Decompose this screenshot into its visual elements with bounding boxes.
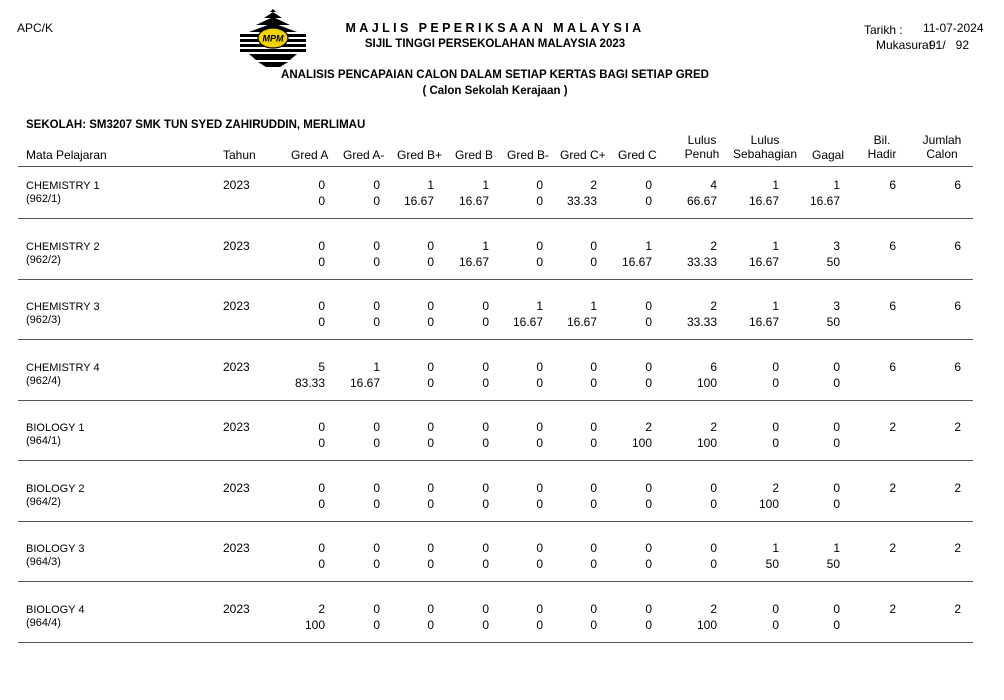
subject-code: (964/4) (26, 617, 61, 629)
year-cell: 2023 (223, 360, 250, 374)
percent-cell: 16.67 (403, 194, 434, 208)
count-cell: 0 (772, 602, 779, 616)
year-cell: 2023 (223, 602, 250, 616)
percent-cell: 0 (427, 436, 434, 450)
percent-cell: 16.67 (748, 194, 779, 208)
count-cell: 1 (536, 299, 543, 313)
count-cell: 0 (536, 541, 543, 555)
percent-cell: 16.67 (458, 255, 489, 269)
column-grade-c-plus: Gred C+ (560, 148, 606, 162)
subject-code: (964/1) (26, 435, 61, 447)
year-cell: 2023 (223, 541, 250, 555)
column-bil-hadir-line2: Hadir (867, 147, 897, 161)
percent-cell: 0 (373, 194, 380, 208)
percent-cell: 16.67 (512, 315, 543, 329)
column-lulus-sebahagian (727, 133, 803, 161)
year-cell: 2023 (223, 178, 250, 192)
hadir-cell: 6 (889, 299, 896, 313)
column-lulus-sebahagian-line1: Lulus (750, 133, 780, 147)
percent-cell: 0 (482, 497, 489, 511)
count-cell: 0 (427, 481, 434, 495)
percent-cell: 100 (758, 497, 779, 511)
percent-cell: 0 (590, 376, 597, 390)
row-divider (18, 642, 973, 643)
count-cell: 0 (590, 239, 597, 253)
percent-cell: 16.67 (748, 255, 779, 269)
count-cell: 0 (645, 360, 652, 374)
count-cell: 0 (645, 541, 652, 555)
subject-cell (26, 360, 100, 389)
document-code: APC/K (17, 21, 54, 35)
percent-cell: 0 (482, 315, 489, 329)
percent-cell: 0 (427, 557, 434, 571)
year-cell: 2023 (223, 239, 250, 253)
count-cell: 1 (772, 541, 779, 555)
count-cell: 0 (833, 420, 840, 434)
percent-cell: 50 (826, 557, 840, 571)
percent-cell: 0 (427, 315, 434, 329)
percent-cell: 0 (427, 618, 434, 632)
percent-cell: 50 (765, 557, 779, 571)
calon-cell: 6 (954, 299, 961, 313)
percent-cell: 16.67 (621, 255, 652, 269)
row-divider (18, 279, 973, 280)
calon-cell: 2 (954, 541, 961, 555)
percent-cell: 0 (373, 557, 380, 571)
row-divider (18, 521, 973, 522)
count-cell: 1 (590, 299, 597, 313)
date-value: 11-07-2024 (923, 21, 984, 35)
column-grade-a-minus: Gred A- (343, 148, 385, 162)
date-label: Tarikh : (864, 23, 903, 37)
column-grade-b-plus: Gred B+ (397, 148, 443, 162)
percent-cell: 0 (482, 557, 489, 571)
column-subject: Mata Pelajaran (26, 148, 107, 162)
count-cell: 0 (536, 178, 543, 192)
calon-cell: 6 (954, 360, 961, 374)
subject-cell (26, 239, 100, 268)
percent-cell: 0 (590, 255, 597, 269)
subject-cell (26, 541, 85, 570)
percent-cell: 0 (427, 376, 434, 390)
percent-cell: 0 (645, 497, 652, 511)
row-divider (18, 460, 973, 461)
svg-text:MPM: MPM (262, 33, 284, 44)
count-cell: 0 (833, 360, 840, 374)
column-jumlah-calon-line1: Jumlah (922, 133, 962, 147)
count-cell: 1 (772, 239, 779, 253)
count-cell: 0 (482, 481, 489, 495)
count-cell: 3 (833, 299, 840, 313)
percent-cell: 0 (536, 376, 543, 390)
count-cell: 2 (710, 602, 717, 616)
column-grade-c: Gred C (618, 148, 657, 162)
year-cell: 2023 (223, 420, 250, 434)
percent-cell: 0 (710, 557, 717, 571)
count-cell: 0 (373, 602, 380, 616)
percent-cell: 0 (590, 557, 597, 571)
count-cell: 0 (427, 299, 434, 313)
count-cell: 0 (318, 299, 325, 313)
count-cell: 0 (590, 602, 597, 616)
count-cell: 2 (318, 602, 325, 616)
hadir-cell: 6 (889, 360, 896, 374)
calon-cell: 6 (954, 178, 961, 192)
count-cell: 0 (536, 239, 543, 253)
column-lulus-penuh-line2: Penuh (684, 147, 720, 161)
percent-cell: 50 (826, 315, 840, 329)
percent-cell: 0 (536, 255, 543, 269)
count-cell: 4 (710, 178, 717, 192)
count-cell: 2 (645, 420, 652, 434)
subject-code: (964/2) (26, 496, 61, 508)
percent-cell: 0 (645, 194, 652, 208)
hadir-cell: 2 (889, 541, 896, 555)
count-cell: 0 (373, 239, 380, 253)
count-cell: 0 (318, 239, 325, 253)
subject-name: CHEMISTRY 4 (26, 362, 100, 374)
page-value: 91/ 92 (929, 38, 970, 52)
subject-name: CHEMISTRY 3 (26, 301, 100, 313)
percent-cell: 0 (833, 497, 840, 511)
percent-cell: 0 (373, 618, 380, 632)
subject-cell (26, 299, 100, 328)
percent-cell: 0 (833, 376, 840, 390)
column-bil-hadir (856, 133, 908, 161)
subject-name: BIOLOGY 4 (26, 604, 85, 616)
count-cell: 0 (373, 541, 380, 555)
percent-cell: 100 (304, 618, 325, 632)
percent-cell: 0 (482, 618, 489, 632)
percent-cell: 0 (373, 315, 380, 329)
hadir-cell: 2 (889, 420, 896, 434)
percent-cell: 16.67 (566, 315, 597, 329)
count-cell: 0 (373, 481, 380, 495)
percent-cell: 100 (696, 618, 717, 632)
count-cell: 0 (318, 481, 325, 495)
percent-cell: 0 (772, 376, 779, 390)
row-divider (18, 339, 973, 340)
count-cell: 0 (318, 420, 325, 434)
percent-cell: 0 (645, 557, 652, 571)
subject-code: (962/1) (26, 193, 61, 205)
count-cell: 1 (772, 299, 779, 313)
count-cell: 0 (710, 481, 717, 495)
percent-cell: 0 (427, 255, 434, 269)
header-rule (18, 166, 973, 167)
percent-cell: 0 (536, 436, 543, 450)
count-cell: 1 (482, 178, 489, 192)
hadir-cell: 6 (889, 178, 896, 192)
percent-cell: 0 (536, 618, 543, 632)
percent-cell: 0 (645, 315, 652, 329)
percent-cell: 50 (826, 255, 840, 269)
calon-cell: 2 (954, 420, 961, 434)
report-title: ANALISIS PENCAPAIAN CALON DALAM SETIAP KERTAS BAGI SETIAP GRED (281, 69, 709, 81)
count-cell: 0 (590, 481, 597, 495)
percent-cell: 0 (645, 376, 652, 390)
calon-cell: 6 (954, 239, 961, 253)
percent-cell: 33.33 (686, 255, 717, 269)
percent-cell: 0 (373, 436, 380, 450)
hadir-cell: 2 (889, 481, 896, 495)
count-cell: 0 (373, 420, 380, 434)
percent-cell: 0 (645, 618, 652, 632)
count-cell: 1 (772, 178, 779, 192)
percent-cell: 16.67 (748, 315, 779, 329)
percent-cell: 100 (696, 436, 717, 450)
count-cell: 2 (710, 420, 717, 434)
count-cell: 0 (833, 602, 840, 616)
count-cell: 0 (427, 239, 434, 253)
subject-code: (962/3) (26, 314, 61, 326)
subject-name: CHEMISTRY 2 (26, 241, 100, 253)
count-cell: 0 (536, 420, 543, 434)
subject-cell (26, 420, 85, 449)
count-cell: 0 (645, 602, 652, 616)
percent-cell: 83.33 (294, 376, 325, 390)
count-cell: 0 (772, 360, 779, 374)
count-cell: 0 (482, 420, 489, 434)
percent-cell: 0 (833, 436, 840, 450)
count-cell: 0 (710, 541, 717, 555)
row-divider (18, 218, 973, 219)
count-cell: 0 (373, 178, 380, 192)
count-cell: 1 (645, 239, 652, 253)
count-cell: 0 (482, 299, 489, 313)
percent-cell: 16.67 (349, 376, 380, 390)
count-cell: 2 (590, 178, 597, 192)
count-cell: 0 (590, 420, 597, 434)
count-cell: 0 (427, 420, 434, 434)
page-label: Mukasurat : (876, 38, 939, 52)
percent-cell: 100 (696, 376, 717, 390)
subject-code: (962/2) (26, 254, 61, 266)
count-cell: 0 (427, 360, 434, 374)
column-gagal: Gagal (812, 148, 845, 162)
count-cell: 6 (710, 360, 717, 374)
report-subtitle: ( Calon Sekolah Kerajaan ) (422, 85, 568, 97)
percent-cell: 0 (373, 497, 380, 511)
count-cell: 0 (427, 541, 434, 555)
calon-cell: 2 (954, 481, 961, 495)
organization-name: MAJLIS PEPERIKSAAN MALAYSIA (345, 21, 645, 35)
count-cell: 2 (772, 481, 779, 495)
year-cell: 2023 (223, 299, 250, 313)
hadir-cell: 6 (889, 239, 896, 253)
percent-cell: 0 (536, 497, 543, 511)
percent-cell: 0 (318, 557, 325, 571)
count-cell: 5 (318, 360, 325, 374)
row-divider (18, 400, 973, 401)
calon-cell: 2 (954, 602, 961, 616)
count-cell: 0 (318, 541, 325, 555)
percent-cell: 0 (772, 436, 779, 450)
percent-cell: 0 (536, 194, 543, 208)
percent-cell: 0 (318, 497, 325, 511)
percent-cell: 66.67 (686, 194, 717, 208)
count-cell: 1 (427, 178, 434, 192)
subject-cell (26, 178, 100, 207)
percent-cell: 0 (833, 618, 840, 632)
count-cell: 1 (482, 239, 489, 253)
percent-cell: 0 (427, 497, 434, 511)
count-cell: 3 (833, 239, 840, 253)
count-cell: 0 (482, 602, 489, 616)
percent-cell: 0 (772, 618, 779, 632)
percent-cell: 33.33 (686, 315, 717, 329)
count-cell: 0 (645, 481, 652, 495)
count-cell: 0 (645, 299, 652, 313)
year-cell: 2023 (223, 481, 250, 495)
column-jumlah-calon (914, 133, 970, 161)
subject-cell (26, 602, 85, 631)
count-cell: 0 (318, 178, 325, 192)
subject-code: (962/4) (26, 375, 61, 387)
count-cell: 0 (590, 541, 597, 555)
count-cell: 0 (536, 360, 543, 374)
column-grade-b: Gred B (455, 148, 494, 162)
percent-cell: 0 (590, 497, 597, 511)
count-cell: 0 (833, 481, 840, 495)
percent-cell: 0 (482, 436, 489, 450)
percent-cell: 100 (631, 436, 652, 450)
subject-name: BIOLOGY 2 (26, 483, 85, 495)
count-cell: 0 (590, 360, 597, 374)
percent-cell: 0 (318, 255, 325, 269)
percent-cell: 16.67 (809, 194, 840, 208)
count-cell: 0 (536, 602, 543, 616)
hadir-cell: 2 (889, 602, 896, 616)
subject-name: CHEMISTRY 1 (26, 180, 100, 192)
column-lulus-penuh-line1: Lulus (687, 133, 717, 147)
row-divider (18, 581, 973, 582)
percent-cell: 0 (590, 618, 597, 632)
count-cell: 0 (482, 360, 489, 374)
column-year: Tahun (223, 148, 256, 162)
percent-cell: 0 (710, 497, 717, 511)
count-cell: 0 (645, 178, 652, 192)
percent-cell: 0 (482, 376, 489, 390)
exam-name: SIJIL TINGGI PERSEKOLAHAN MALAYSIA 2023 (364, 38, 626, 50)
subject-code: (964/3) (26, 556, 61, 568)
count-cell: 0 (427, 602, 434, 616)
count-cell: 2 (710, 299, 717, 313)
percent-cell: 16.67 (458, 194, 489, 208)
percent-cell: 0 (318, 194, 325, 208)
count-cell: 0 (536, 481, 543, 495)
count-cell: 2 (710, 239, 717, 253)
count-cell: 1 (373, 360, 380, 374)
column-bil-hadir-line1: Bil. (873, 133, 891, 147)
count-cell: 1 (833, 541, 840, 555)
count-cell: 0 (482, 541, 489, 555)
percent-cell: 0 (373, 255, 380, 269)
count-cell: 0 (373, 299, 380, 313)
subject-cell (26, 481, 85, 510)
count-cell: 1 (833, 178, 840, 192)
count-cell: 0 (772, 420, 779, 434)
subject-name: BIOLOGY 1 (26, 422, 85, 434)
percent-cell: 0 (536, 557, 543, 571)
percent-cell: 33.33 (566, 194, 597, 208)
percent-cell: 0 (318, 315, 325, 329)
column-jumlah-calon-line2: Calon (926, 147, 958, 161)
column-lulus-penuh (672, 133, 732, 161)
percent-cell: 0 (590, 436, 597, 450)
school-name: SEKOLAH: SM3207 SMK TUN SYED ZAHIRUDDIN, MERLIMAU (26, 119, 366, 131)
column-grade-a: Gred A (291, 148, 329, 162)
column-grade-b-minus: Gred B- (507, 148, 550, 162)
subject-name: BIOLOGY 3 (26, 543, 85, 555)
percent-cell: 0 (318, 436, 325, 450)
column-lulus-sebahagian-line2: Sebahagian (732, 147, 798, 161)
